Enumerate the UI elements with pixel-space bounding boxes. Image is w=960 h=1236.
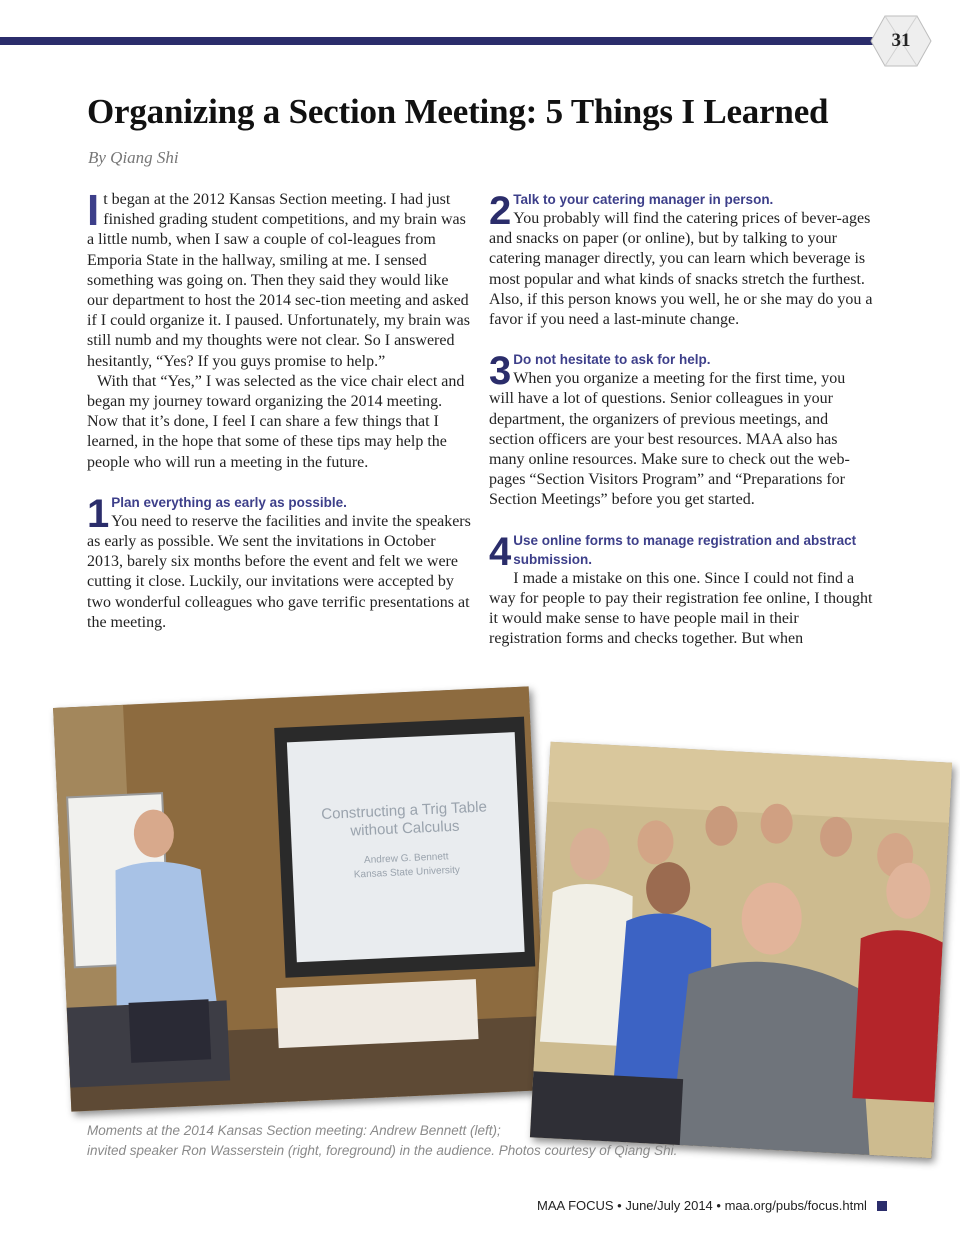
slide-author: Andrew G. Bennett — [363, 851, 449, 867]
top-rule — [0, 37, 878, 45]
tip-number: 4 — [489, 529, 512, 574]
tip-body: I made a mistake on this one. Since I could not find a way for people to pay their registration fee online, I thought it would make sense to have people mail in their registration forms and checks together. But when — [489, 569, 873, 648]
tip-number: 1 — [87, 491, 110, 536]
tip-heading: Use online forms to manage registration and abstract submission. — [513, 532, 857, 567]
caption-line-2: invited speaker Ron Wasserstein (right, foreground) in the audience. Photos courtesy of Qiang Shi. — [87, 1143, 678, 1158]
intro-text-1: t began at the 2012 Kansas Section meeting. I had just finished grading student competitions, and my brain was a little numb, when I saw a couple of col-leagues from Emporia State in the hallway, smiling at me. I sensed something was going on. Then they said they would like our department to host the 2014 sec-tion meeting and asked if I could organize it. I paused. Unfortunately, my brain was still numb and my thoughts were not clear. So I answered hesitantly, “Yes? If you guys promise to help.” — [87, 191, 470, 370]
page-number-badge — [870, 14, 932, 68]
slide-title-line-1: Constructing a Trig Table — [320, 798, 488, 823]
photo-speaker — [53, 686, 547, 1111]
photo-caption — [87, 1121, 727, 1161]
tip-body: You probably will find the catering prices of bever-ages and snacks on paper (or online), but by talking to your catering manager directly, you can learn which beverage is most popular and what kinds of snacks stretch the furthest. Also, if this person knows you well, he or she may do you a favor if you need a last-minute change. — [489, 210, 873, 329]
right-column — [489, 190, 874, 649]
slide-affiliation: Kansas State University — [353, 864, 461, 881]
photo-audience — [530, 742, 952, 1158]
article-title: Organizing a Section Meeting: 5 Things I Learned — [87, 92, 829, 131]
tip-4 — [489, 531, 874, 650]
tip-2 — [489, 190, 874, 330]
byline: By Qiang Shi — [88, 148, 179, 167]
tip-1 — [87, 493, 472, 633]
caption-line-1: Moments at the 2014 Kansas Section meeting: Andrew Bennett (left); — [87, 1123, 501, 1138]
tip-heading: Do not hesitate to ask for help. — [513, 352, 711, 368]
footer-square-icon — [877, 1201, 887, 1211]
intro-paragraph-2: With that “Yes,” I was selected as the vice chair elect and began my journey toward organizing the 2014 meeting. Now that it’s done, I feel I can share a few things that I learned, in the hope that some of these tips may help the people who will run a meeting in the future. — [87, 372, 465, 471]
tip-body: You need to reserve the facilities and invite the speakers as early as possible. We sent the invitations in October 2013, barely six months before the event and felt we were cutting it close. Luckily, our invitations were accepted by two wonderful colleagues who gave terrific presentations at the meeting. — [87, 512, 471, 631]
tip-number: 2 — [489, 189, 512, 233]
tip-heading: Plan everything as early as possible. — [111, 494, 347, 510]
left-column — [87, 186, 472, 633]
tip-heading: Talk to your catering manager in person. — [513, 192, 774, 207]
slide-title-line-2: without Calculus — [349, 817, 460, 840]
intro-paragraph-1 — [87, 186, 472, 372]
tip-body: When you organize a meeting for the first time, you will have a lot of questions. Senior colleagues in your department, the organizers of previous meetings, and section officers are your best resources. MAA also has many online resources. Make sure to check out the web-pages “Section Visitors Program” and “Preparations for Section Meetings” before you get started. — [489, 370, 850, 509]
tip-number: 3 — [489, 349, 512, 394]
slide-text — [294, 797, 517, 885]
tip-3 — [489, 350, 874, 510]
page-number: 31 — [891, 30, 911, 51]
drop-cap: I — [87, 186, 100, 235]
page-footer — [537, 1198, 887, 1213]
footer-text: MAA FOCUS • June/July 2014 • maa.org/pubs/focus.html — [537, 1198, 867, 1213]
